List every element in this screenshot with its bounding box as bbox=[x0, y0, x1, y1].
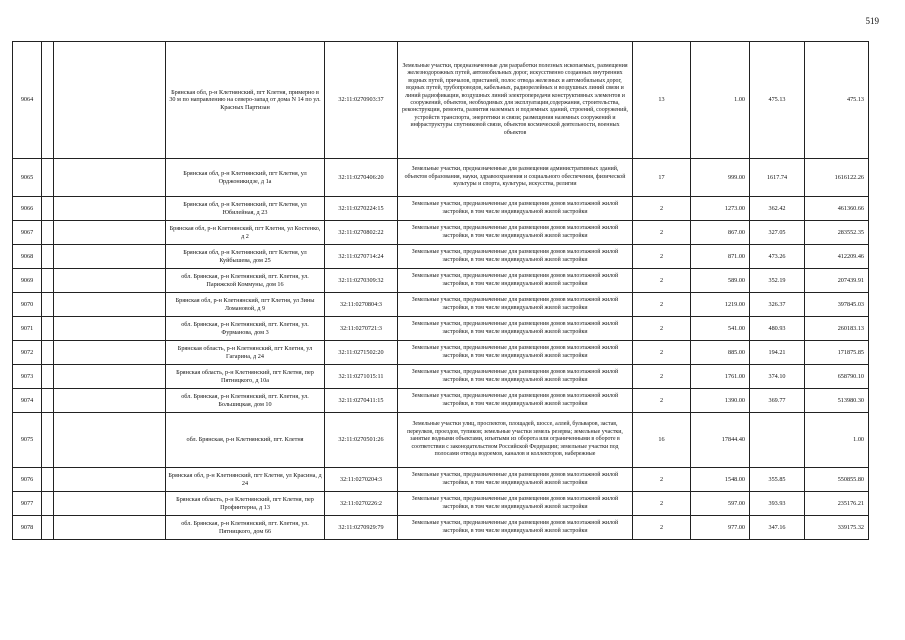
area-cell: 589.00 bbox=[691, 269, 750, 293]
cadastral-value-cell: 235176.21 bbox=[805, 492, 869, 516]
land-purpose-cell: Земельные участки, предназначенные для размещения домов малоэтажной жилой застройки, в том числе индивидуальной жилой застройки bbox=[398, 365, 633, 389]
land-purpose-cell: Земельные участки, предназначенные для размещения домов малоэтажной жилой застройки, в том числе индивидуальной жилой застройки bbox=[398, 293, 633, 317]
rate-cell: 480.93 bbox=[750, 317, 805, 341]
table-row bbox=[13, 269, 869, 293]
cadastral-number-cell: 32:11:0270411:15 bbox=[325, 389, 398, 413]
page-number: 519 bbox=[865, 16, 879, 26]
area-cell: 977.00 bbox=[691, 516, 750, 540]
cadastral-value-cell: 171875.85 bbox=[805, 341, 869, 365]
cadastral-number-cell: 32:11:0270309:32 bbox=[325, 269, 398, 293]
row-number: 9066 bbox=[13, 197, 42, 221]
land-purpose-cell: Земельные участки улиц, проспектов, площадей, шоссе, аллей, бульваров, застав, переулков, проездов, тупиков; земельные участки земель резерва; земельные участки, занятые водными объектами, изъятыми из оборота или ограниченными в обороте в соответствии с законодательством Российской Федерации; земельные участки под полосами отвода водоемов, каналов и коллекторов, набережные bbox=[398, 413, 633, 468]
rate-cell: 393.93 bbox=[750, 492, 805, 516]
group-code-cell: 2 bbox=[633, 197, 691, 221]
land-purpose-cell: Земельные участки, предназначенные для размещения домов малоэтажной жилой застройки, в том числе индивидуальной жилой застройки bbox=[398, 221, 633, 245]
cadastral-value-cell: 461360.66 bbox=[805, 197, 869, 221]
rate-cell: 355.85 bbox=[750, 468, 805, 492]
area-cell: 1390.00 bbox=[691, 389, 750, 413]
group-code-cell: 2 bbox=[633, 341, 691, 365]
group-code-cell: 2 bbox=[633, 317, 691, 341]
cadastral-value-cell: 397845.03 bbox=[805, 293, 869, 317]
land-purpose-cell: Земельные участки, предназначенные для размещения домов малоэтажной жилой застройки, в том числе индивидуальной жилой застройки bbox=[398, 317, 633, 341]
cadastral-number-cell: 32:11:0270721:3 bbox=[325, 317, 398, 341]
address-cell: Брянская область, р-н Клетнянский, пгт Клетня, ул Гагарина, д 24 bbox=[166, 341, 325, 365]
area-cell: 885.00 bbox=[691, 341, 750, 365]
table-row bbox=[13, 341, 869, 365]
cadastral-value-cell: 658790.10 bbox=[805, 365, 869, 389]
table-row bbox=[13, 159, 869, 197]
empty-cell bbox=[54, 42, 166, 159]
cadastral-value-cell: 513980.30 bbox=[805, 389, 869, 413]
address-cell: Брянская область, р-н Клетнянский, пгт Клетня, пер Пятницкого, д 10а bbox=[166, 365, 325, 389]
table-row bbox=[13, 221, 869, 245]
address-cell: обл. Брянская, р-н Клетнянский, пгт. Клетня, ул. Большицкая, дом 10 bbox=[166, 389, 325, 413]
table-row bbox=[13, 197, 869, 221]
table-row bbox=[13, 413, 869, 468]
table-row bbox=[13, 245, 869, 269]
table-row bbox=[13, 468, 869, 492]
row-number: 9069 bbox=[13, 269, 42, 293]
cadastral-value-cell: 550855.80 bbox=[805, 468, 869, 492]
empty-cell bbox=[54, 221, 166, 245]
row-number: 9073 bbox=[13, 365, 42, 389]
rate-cell: 326.37 bbox=[750, 293, 805, 317]
empty-cell bbox=[54, 341, 166, 365]
cadastral-value-cell: 475.13 bbox=[805, 42, 869, 159]
rate-cell: 374.10 bbox=[750, 365, 805, 389]
land-purpose-cell: Земельные участки, предназначенные для размещения домов малоэтажной жилой застройки, в том числе индивидуальной жилой застройки bbox=[398, 389, 633, 413]
cadastral-number-cell: 32:11:0270406:20 bbox=[325, 159, 398, 197]
row-number: 9074 bbox=[13, 389, 42, 413]
empty-cell bbox=[54, 516, 166, 540]
land-purpose-cell: Земельные участки, предназначенные для размещения домов малоэтажной жилой застройки, в том числе индивидуальной жилой застройки bbox=[398, 516, 633, 540]
cadastral-value-table bbox=[12, 41, 869, 540]
cadastral-number-cell: 32:11:0270501:26 bbox=[325, 413, 398, 468]
address-cell: Брянская обл, р-н Клетнянский, пгт Клетня, ул Юбилейная, д 23 bbox=[166, 197, 325, 221]
area-cell: 999.00 bbox=[691, 159, 750, 197]
cadastral-number-cell: 32:11:0270903:37 bbox=[325, 42, 398, 159]
empty-cell bbox=[42, 269, 54, 293]
rate-cell: 194.21 bbox=[750, 341, 805, 365]
rate-cell: 362.42 bbox=[750, 197, 805, 221]
table-row bbox=[13, 389, 869, 413]
empty-cell bbox=[42, 365, 54, 389]
row-number: 9067 bbox=[13, 221, 42, 245]
rate-cell: 369.77 bbox=[750, 389, 805, 413]
row-number: 9064 bbox=[13, 42, 42, 159]
table-row bbox=[13, 516, 869, 540]
group-code-cell: 2 bbox=[633, 516, 691, 540]
empty-cell bbox=[54, 413, 166, 468]
empty-cell bbox=[54, 269, 166, 293]
rate-cell: 327.05 bbox=[750, 221, 805, 245]
empty-cell bbox=[54, 468, 166, 492]
empty-cell bbox=[42, 468, 54, 492]
cadastral-value-cell: 339175.32 bbox=[805, 516, 869, 540]
table-body bbox=[13, 42, 869, 540]
area-cell: 1273.00 bbox=[691, 197, 750, 221]
group-code-cell: 2 bbox=[633, 245, 691, 269]
address-cell: обл. Брянская, р-н Клетнянский, пгт. Клетня, ул. Парижской Коммуны, дом 16 bbox=[166, 269, 325, 293]
empty-cell bbox=[54, 389, 166, 413]
rate-cell: 475.13 bbox=[750, 42, 805, 159]
cadastral-number-cell: 32:11:0270224:15 bbox=[325, 197, 398, 221]
cadastral-number-cell: 32:11:0270929:79 bbox=[325, 516, 398, 540]
land-purpose-cell: Земельные участки, предназначенные для размещения домов малоэтажной жилой застройки, в том числе индивидуальной жилой застройки bbox=[398, 468, 633, 492]
cadastral-number-cell: 32:11:0270714:24 bbox=[325, 245, 398, 269]
land-purpose-cell: Земельные участки, предназначенные для размещения домов малоэтажной жилой застройки, в том числе индивидуальной жилой застройки bbox=[398, 197, 633, 221]
row-number: 9065 bbox=[13, 159, 42, 197]
address-cell: Брянская область, р-н Клетнянский, пгт Клетня, пер Профинтерна, д 13 bbox=[166, 492, 325, 516]
group-code-cell: 2 bbox=[633, 293, 691, 317]
empty-cell bbox=[42, 492, 54, 516]
group-code-cell: 13 bbox=[633, 42, 691, 159]
area-cell: 867.00 bbox=[691, 221, 750, 245]
cadastral-value-cell: 207439.91 bbox=[805, 269, 869, 293]
table-row bbox=[13, 42, 869, 159]
cadastral-number-cell: 32:11:0270804:3 bbox=[325, 293, 398, 317]
group-code-cell: 2 bbox=[633, 492, 691, 516]
address-cell: обл. Брянская, р-н Клетнянский, пгт. Клетня bbox=[166, 413, 325, 468]
area-cell: 17844.40 bbox=[691, 413, 750, 468]
rate-cell bbox=[750, 413, 805, 468]
empty-cell bbox=[42, 516, 54, 540]
address-cell: Брянская обл, р-н Клетнянский, пгт Клетня, ул Зины Ломановой, д 9 bbox=[166, 293, 325, 317]
area-cell: 541.00 bbox=[691, 317, 750, 341]
land-purpose-cell: Земельные участки, предназначенные для разработки полезных ископаемых, размещения железнодорожных путей, автомобильных дорог, искусственно созданных внутренних водных путей, причалов, пристаней, полос отвода железных и автомобильных дорог, водных путей, трубопроводов, кабельных, радиорелейных и воздушных линий связи и линий радиофикации, воздушных линий электропередачи конструктивных элементов и сооружений, объектов, необходимых для эксплуатации,содержания, строительства, реконструкции, ремонта, развития наземных и подземных зданий, строений, сооружений, устройств транспорта, энергетики и связи; размещения наземных сооружений и инфраструктуры спутниковой связи, объектов космической деятельности, военных объектов bbox=[398, 42, 633, 159]
empty-cell bbox=[54, 159, 166, 197]
empty-cell bbox=[42, 159, 54, 197]
area-cell: 597.00 bbox=[691, 492, 750, 516]
empty-cell bbox=[42, 389, 54, 413]
address-cell: обл. Брянская, р-н Клетнянский, пгт. Клетня, ул. Пятницкого, дом 66 bbox=[166, 516, 325, 540]
group-code-cell: 16 bbox=[633, 413, 691, 468]
table-row bbox=[13, 293, 869, 317]
area-cell: 871.00 bbox=[691, 245, 750, 269]
row-number: 9068 bbox=[13, 245, 42, 269]
rate-cell: 347.16 bbox=[750, 516, 805, 540]
cadastral-number-cell: 32:11:0271502:20 bbox=[325, 341, 398, 365]
row-number: 9072 bbox=[13, 341, 42, 365]
row-number: 9070 bbox=[13, 293, 42, 317]
empty-cell bbox=[42, 341, 54, 365]
rate-cell: 1617.74 bbox=[750, 159, 805, 197]
empty-cell bbox=[54, 293, 166, 317]
empty-cell bbox=[42, 197, 54, 221]
group-code-cell: 17 bbox=[633, 159, 691, 197]
cadastral-value-cell: 1.00 bbox=[805, 413, 869, 468]
empty-cell bbox=[54, 317, 166, 341]
empty-cell bbox=[54, 245, 166, 269]
area-cell: 1.00 bbox=[691, 42, 750, 159]
cadastral-number-cell: 32:11:0270802:22 bbox=[325, 221, 398, 245]
address-cell: Брянская обл, р-н Клетнянский, пгт Клетня, ул Орджоникидзе, д 1а bbox=[166, 159, 325, 197]
table-row bbox=[13, 492, 869, 516]
table-row bbox=[13, 365, 869, 389]
cadastral-value-cell: 283552.35 bbox=[805, 221, 869, 245]
address-cell: Брянская обл, р-н Клетнянский, пгт Клетня, ул Костенко, д 2 bbox=[166, 221, 325, 245]
land-purpose-cell: Земельные участки, предназначенные для размещения домов малоэтажной жилой застройки, в том числе индивидуальной жилой застройки bbox=[398, 492, 633, 516]
empty-cell bbox=[54, 197, 166, 221]
group-code-cell: 2 bbox=[633, 221, 691, 245]
row-number: 9078 bbox=[13, 516, 42, 540]
table-row bbox=[13, 317, 869, 341]
empty-cell bbox=[42, 221, 54, 245]
row-number: 9077 bbox=[13, 492, 42, 516]
cadastral-number-cell: 32:11:0270204:3 bbox=[325, 468, 398, 492]
land-purpose-cell: Земельные участки, предназначенные для размещения домов малоэтажной жилой застройки, в том числе индивидуальной жилой застройки bbox=[398, 269, 633, 293]
rate-cell: 352.19 bbox=[750, 269, 805, 293]
empty-cell bbox=[42, 42, 54, 159]
group-code-cell: 2 bbox=[633, 365, 691, 389]
address-cell: Брянская обл, р-н Клетнянский, пгт Клетня, ул Красина, д 24 bbox=[166, 468, 325, 492]
row-number: 9076 bbox=[13, 468, 42, 492]
cadastral-value-cell: 412209.46 bbox=[805, 245, 869, 269]
cadastral-number-cell: 32:11:0271015:11 bbox=[325, 365, 398, 389]
group-code-cell: 2 bbox=[633, 389, 691, 413]
address-cell: Брянская обл, р-н Клетнянский, пгт Клетня, ул Куйбышева, дом 25 bbox=[166, 245, 325, 269]
group-code-cell: 2 bbox=[633, 269, 691, 293]
row-number: 9075 bbox=[13, 413, 42, 468]
land-purpose-cell: Земельные участки, предназначенные для размещения домов малоэтажной жилой застройки, в том числе индивидуальной жилой застройки bbox=[398, 341, 633, 365]
address-cell: Брянская обл, р-н Клетнянский, пгт Клетня, примерно в 30 м по направлению на северо-запад от дома N 14 по ул. Красных Партизан bbox=[166, 42, 325, 159]
group-code-cell: 2 bbox=[633, 468, 691, 492]
cadastral-value-cell: 1616122.26 bbox=[805, 159, 869, 197]
cadastral-value-cell: 260183.13 bbox=[805, 317, 869, 341]
land-purpose-cell: Земельные участки, предназначенные для размещения домов малоэтажной жилой застройки, в том числе индивидуальной жилой застройки bbox=[398, 245, 633, 269]
empty-cell bbox=[42, 293, 54, 317]
area-cell: 1548.00 bbox=[691, 468, 750, 492]
row-number: 9071 bbox=[13, 317, 42, 341]
address-cell: обл. Брянская, р-н Клетнянский, пгт. Клетня, ул. Фурманова, дом 3 bbox=[166, 317, 325, 341]
area-cell: 1219.00 bbox=[691, 293, 750, 317]
cadastral-number-cell: 32:11:0270226:2 bbox=[325, 492, 398, 516]
empty-cell bbox=[42, 413, 54, 468]
empty-cell bbox=[54, 492, 166, 516]
land-purpose-cell: Земельные участки, предназначенные для размещения административных зданий, объектов образования, науки, здравоохранения и социального обеспечения, физической культуры и спорта, культуры, искусства, религии bbox=[398, 159, 633, 197]
rate-cell: 473.26 bbox=[750, 245, 805, 269]
empty-cell bbox=[42, 317, 54, 341]
area-cell: 1761.00 bbox=[691, 365, 750, 389]
empty-cell bbox=[42, 245, 54, 269]
empty-cell bbox=[54, 365, 166, 389]
